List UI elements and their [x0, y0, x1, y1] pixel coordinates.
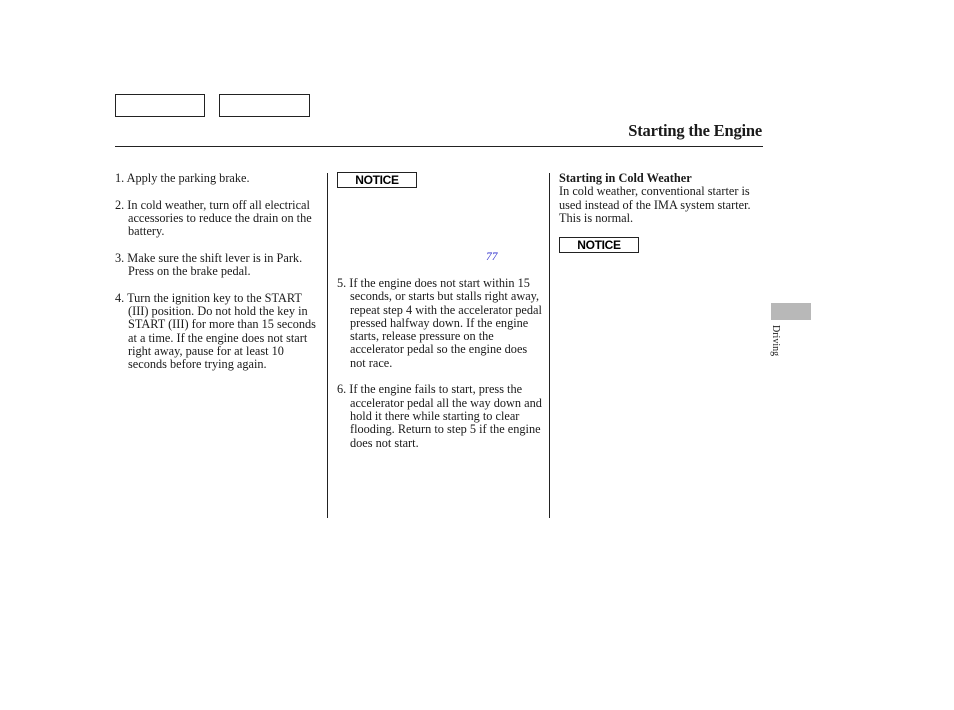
- cold-weather-text: In cold weather, conventional starter is used instead of the IMA system starter. This is normal.: [559, 184, 751, 225]
- page-reference-link[interactable]: 77: [486, 251, 498, 263]
- step-2: 2. In cold weather, turn off all electrical accessories to reduce the drain on the battery.: [115, 197, 312, 239]
- section-tab-label: Driving: [770, 325, 781, 357]
- notice-badge: NOTICE: [337, 172, 417, 188]
- column-divider-1: [327, 173, 328, 518]
- step-1: 1. Apply the parking brake.: [115, 171, 250, 185]
- cold-weather-heading: Starting in Cold Weather: [559, 171, 692, 185]
- notice-badge: NOTICE: [559, 237, 639, 253]
- column-3: [559, 172, 764, 253]
- column-divider-2: [549, 173, 550, 518]
- column-1: [115, 172, 320, 385]
- nav-next-button[interactable]: [219, 94, 310, 117]
- column-2: [337, 172, 542, 463]
- page-title: Starting the Engine: [628, 121, 762, 140]
- step-5: 5. If the engine does not start within 15 seconds, or starts but stalls right away, repeat step 4 with the accelerator pedal pressed halfway down. If the engine starts, release pressure on the accelerator pedal so the engine does not race.: [337, 276, 542, 370]
- step-4: 4. Turn the ignition key to the START (III) position. Do not hold the key in START (III) for more than 15 seconds at a time. If the engine does not start right away, pause for at least 10 seconds before trying again.: [115, 290, 316, 372]
- step-3: 3. Make sure the shift lever is in Park. Press on the brake pedal.: [115, 250, 303, 279]
- step-list-1: [115, 172, 320, 371]
- nav-prev-button[interactable]: [115, 94, 205, 117]
- step-list-2: [337, 277, 542, 450]
- step-6: 6. If the engine fails to start, press the accelerator pedal all the way down and hold it there while starting to clear flooding. Return to step 5 if the engine does not start.: [337, 382, 542, 450]
- section-tab[interactable]: [771, 303, 811, 320]
- title-rule: [115, 146, 763, 147]
